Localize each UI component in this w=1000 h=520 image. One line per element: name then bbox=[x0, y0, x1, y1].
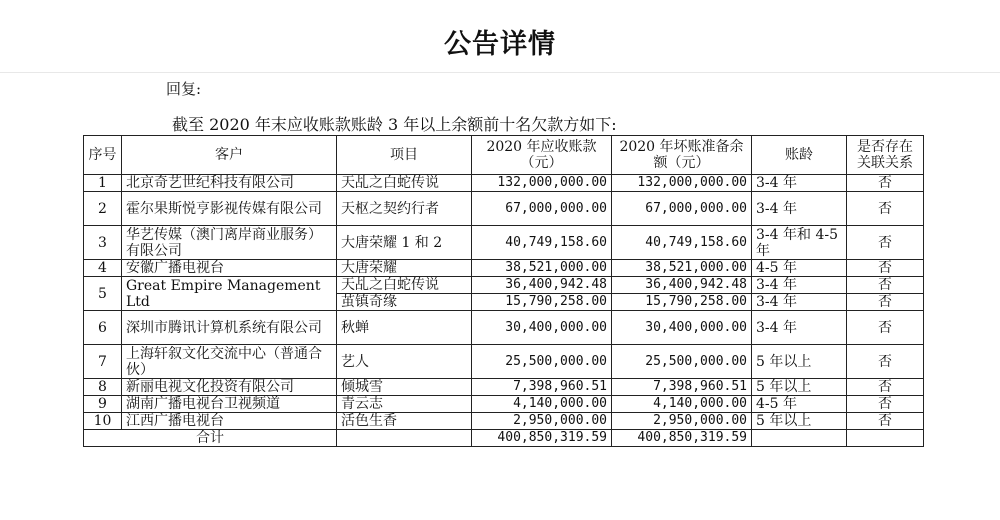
cell-receivable: 38,521,000.00 bbox=[472, 260, 612, 277]
table-row bbox=[84, 396, 924, 413]
cell-receivable: 7,398,960.51 bbox=[472, 379, 612, 396]
cell-aging: 3-4 年 bbox=[752, 294, 847, 311]
cell-customer: 上海轩叙文化交流中心（普通合伙） bbox=[122, 345, 337, 379]
table-row bbox=[84, 192, 924, 226]
page-title: 公告详情 bbox=[444, 29, 556, 60]
table-row bbox=[84, 345, 924, 379]
table-header-row bbox=[84, 136, 924, 175]
cell-receivable: 4,140,000.00 bbox=[472, 396, 612, 413]
cell-project: 艺人 bbox=[337, 345, 472, 379]
cell-project: 大唐荣耀 bbox=[337, 260, 472, 277]
total-receivable: 400,850,319.59 bbox=[472, 430, 612, 447]
cell-receivable: 25,500,000.00 bbox=[472, 345, 612, 379]
cell-customer: 华艺传媒（澳门离岸商业服务）有限公司 bbox=[122, 226, 337, 260]
cell-related: 否 bbox=[847, 260, 924, 277]
cell-allowance: 4,140,000.00 bbox=[612, 396, 752, 413]
cell-related: 否 bbox=[847, 379, 924, 396]
cell-project: 活色生香 bbox=[337, 413, 472, 430]
table-row bbox=[84, 175, 924, 192]
cell-customer: 湖南广播电视台卫视频道 bbox=[122, 396, 337, 413]
cell-seq: 1 bbox=[84, 175, 122, 192]
cell-allowance: 30,400,000.00 bbox=[612, 311, 752, 345]
cell-allowance: 132,000,000.00 bbox=[612, 175, 752, 192]
header-allowance: 2020 年坏账准备余额（元） bbox=[612, 136, 752, 175]
cell-seq: 6 bbox=[84, 311, 122, 345]
header-project: 项目 bbox=[337, 136, 472, 175]
cell-customer: 江西广播电视台 bbox=[122, 413, 337, 430]
cell-receivable: 30,400,000.00 bbox=[472, 311, 612, 345]
cell-allowance: 38,521,000.00 bbox=[612, 260, 752, 277]
cell-customer: 新丽电视文化投资有限公司 bbox=[122, 379, 337, 396]
cell-project: 天乩之白蛇传说 bbox=[337, 175, 472, 192]
header-divider bbox=[0, 72, 1000, 73]
cell-receivable: 132,000,000.00 bbox=[472, 175, 612, 192]
cell-seq: 3 bbox=[84, 226, 122, 260]
cell-related: 否 bbox=[847, 311, 924, 345]
table-row bbox=[84, 260, 924, 277]
cell-customer: 安徽广播电视台 bbox=[122, 260, 337, 277]
cell-receivable: 67,000,000.00 bbox=[472, 192, 612, 226]
cell-aging: 3-4 年 bbox=[752, 192, 847, 226]
cell-project: 天乩之白蛇传说 bbox=[337, 277, 472, 294]
cell-seq: 10 bbox=[84, 413, 122, 430]
cell-receivable: 15,790,258.00 bbox=[472, 294, 612, 311]
cell-related: 否 bbox=[847, 396, 924, 413]
cell-related: 否 bbox=[847, 345, 924, 379]
cell-project: 倾城雪 bbox=[337, 379, 472, 396]
cell-seq: 8 bbox=[84, 379, 122, 396]
cell-receivable: 36,400,942.48 bbox=[472, 277, 612, 294]
cell-allowance: 15,790,258.00 bbox=[612, 294, 752, 311]
cell-aging: 3-4 年 bbox=[752, 277, 847, 294]
cell-seq: 4 bbox=[84, 260, 122, 277]
cell-aging: 5 年以上 bbox=[752, 413, 847, 430]
cell-project: 天枢之契约行者 bbox=[337, 192, 472, 226]
cell-project: 青云志 bbox=[337, 396, 472, 413]
header-seq: 序号 bbox=[84, 136, 122, 175]
cell-related: 否 bbox=[847, 294, 924, 311]
cell-allowance: 40,749,158.60 bbox=[612, 226, 752, 260]
cell-seq: 5 bbox=[84, 277, 122, 311]
header-receivable: 2020 年应收账款（元） bbox=[472, 136, 612, 175]
cell-receivable: 40,749,158.60 bbox=[472, 226, 612, 260]
cell-allowance: 67,000,000.00 bbox=[612, 192, 752, 226]
cell-aging: 5 年以上 bbox=[752, 345, 847, 379]
cell-allowance: 2,950,000.00 bbox=[612, 413, 752, 430]
header-aging: 账龄 bbox=[752, 136, 847, 175]
cell-seq: 2 bbox=[84, 192, 122, 226]
cell-related: 否 bbox=[847, 175, 924, 192]
table-row bbox=[84, 413, 924, 430]
cell-project: 茧镇奇缘 bbox=[337, 294, 472, 311]
cell-customer: 北京奇艺世纪科技有限公司 bbox=[122, 175, 337, 192]
cell-aging: 3-4 年和 4-5 年 bbox=[752, 226, 847, 260]
cell-related: 否 bbox=[847, 192, 924, 226]
table-total-row bbox=[84, 430, 924, 447]
cell-customer: 深圳市腾讯计算机系统有限公司 bbox=[122, 311, 337, 345]
cell-receivable: 2,950,000.00 bbox=[472, 413, 612, 430]
cell-aging: 3-4 年 bbox=[752, 311, 847, 345]
reply-label: 回复: bbox=[166, 80, 202, 98]
cell-aging: 4-5 年 bbox=[752, 260, 847, 277]
cell-aging: 5 年以上 bbox=[752, 379, 847, 396]
cell-customer: Great Empire Management Ltd bbox=[122, 277, 337, 311]
table-row bbox=[84, 226, 924, 260]
header-related: 是否存在关联关系 bbox=[847, 136, 924, 175]
cell-aging bbox=[752, 430, 847, 447]
receivables-table bbox=[83, 135, 924, 447]
cell-aging: 4-5 年 bbox=[752, 396, 847, 413]
cell-aging: 3-4 年 bbox=[752, 175, 847, 192]
header-customer: 客户 bbox=[122, 136, 337, 175]
cell-allowance: 36,400,942.48 bbox=[612, 277, 752, 294]
intro-text: 截至 2020 年末应收账款账龄 3 年以上余额前十名欠款方如下: bbox=[172, 115, 617, 134]
cell-customer: 霍尔果斯悦亨影视传媒有限公司 bbox=[122, 192, 337, 226]
cell-related: 否 bbox=[847, 277, 924, 294]
cell-seq: 9 bbox=[84, 396, 122, 413]
cell-related: 否 bbox=[847, 226, 924, 260]
cell-allowance: 25,500,000.00 bbox=[612, 345, 752, 379]
table-row bbox=[84, 311, 924, 345]
cell-seq: 7 bbox=[84, 345, 122, 379]
total-label: 合计 bbox=[84, 430, 337, 447]
cell-project bbox=[337, 430, 472, 447]
cell-allowance: 7,398,960.51 bbox=[612, 379, 752, 396]
cell-project: 秋蝉 bbox=[337, 311, 472, 345]
cell-related bbox=[847, 430, 924, 447]
total-allowance: 400,850,319.59 bbox=[612, 430, 752, 447]
cell-project: 大唐荣耀 1 和 2 bbox=[337, 226, 472, 260]
table-row bbox=[84, 277, 924, 294]
table-row bbox=[84, 379, 924, 396]
cell-related: 否 bbox=[847, 413, 924, 430]
